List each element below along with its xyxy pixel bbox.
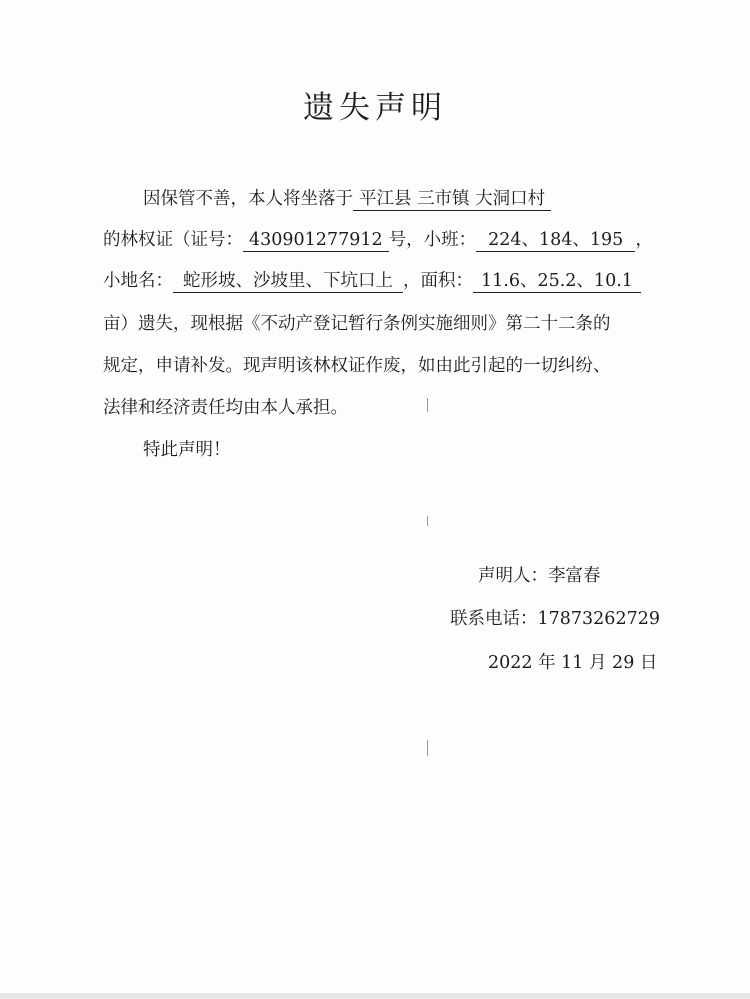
subclass-field: 224、184、195 (476, 229, 635, 252)
contact-phone: 联系电话：17873262729 (450, 609, 660, 629)
place-names-field: 蛇形坡、沙坡里、下坑口上 (173, 270, 403, 293)
body-line-4: 亩）遗失，现根据《不动产登记暂行条例实施细则》第二十二条的 (103, 314, 611, 334)
text-comma: ， (635, 230, 653, 250)
body-line-1 (143, 184, 551, 214)
text-place-prefix: 小地名： (103, 271, 173, 291)
declaration-date: 2022 年 11 月 29 日 (488, 653, 658, 673)
scan-mark (427, 398, 428, 412)
location-field: 平江县 三市镇 大洞口村 (353, 188, 551, 211)
document-title: 遗失声明 (303, 90, 447, 126)
closing-line: 特此声明！ (143, 440, 231, 460)
body-line-6: 法律和经济责任均由本人承担。 (103, 398, 348, 418)
certificate-number-field: 430901277912 (243, 229, 389, 252)
area-field: 11.6、25.2、10.1 (473, 270, 641, 293)
body-line-5: 规定，申请补发。现声明该林权证作废，如由此引起的一切纠纷、 (103, 356, 611, 376)
text-area-prefix: ，面积： (403, 271, 473, 291)
body-line-3 (103, 266, 641, 296)
scan-mark (427, 740, 428, 756)
text-reason: 因保管不善，本人将坐落于 (143, 189, 353, 209)
declarant-name: 声明人：李富春 (478, 566, 601, 586)
text-cert-prefix: 的林权证（证号： (103, 230, 243, 250)
text-subclass-prefix: 号，小班： (388, 230, 477, 250)
body-line-2 (103, 225, 653, 255)
scan-mark (427, 516, 428, 526)
scan-edge (0, 993, 750, 999)
